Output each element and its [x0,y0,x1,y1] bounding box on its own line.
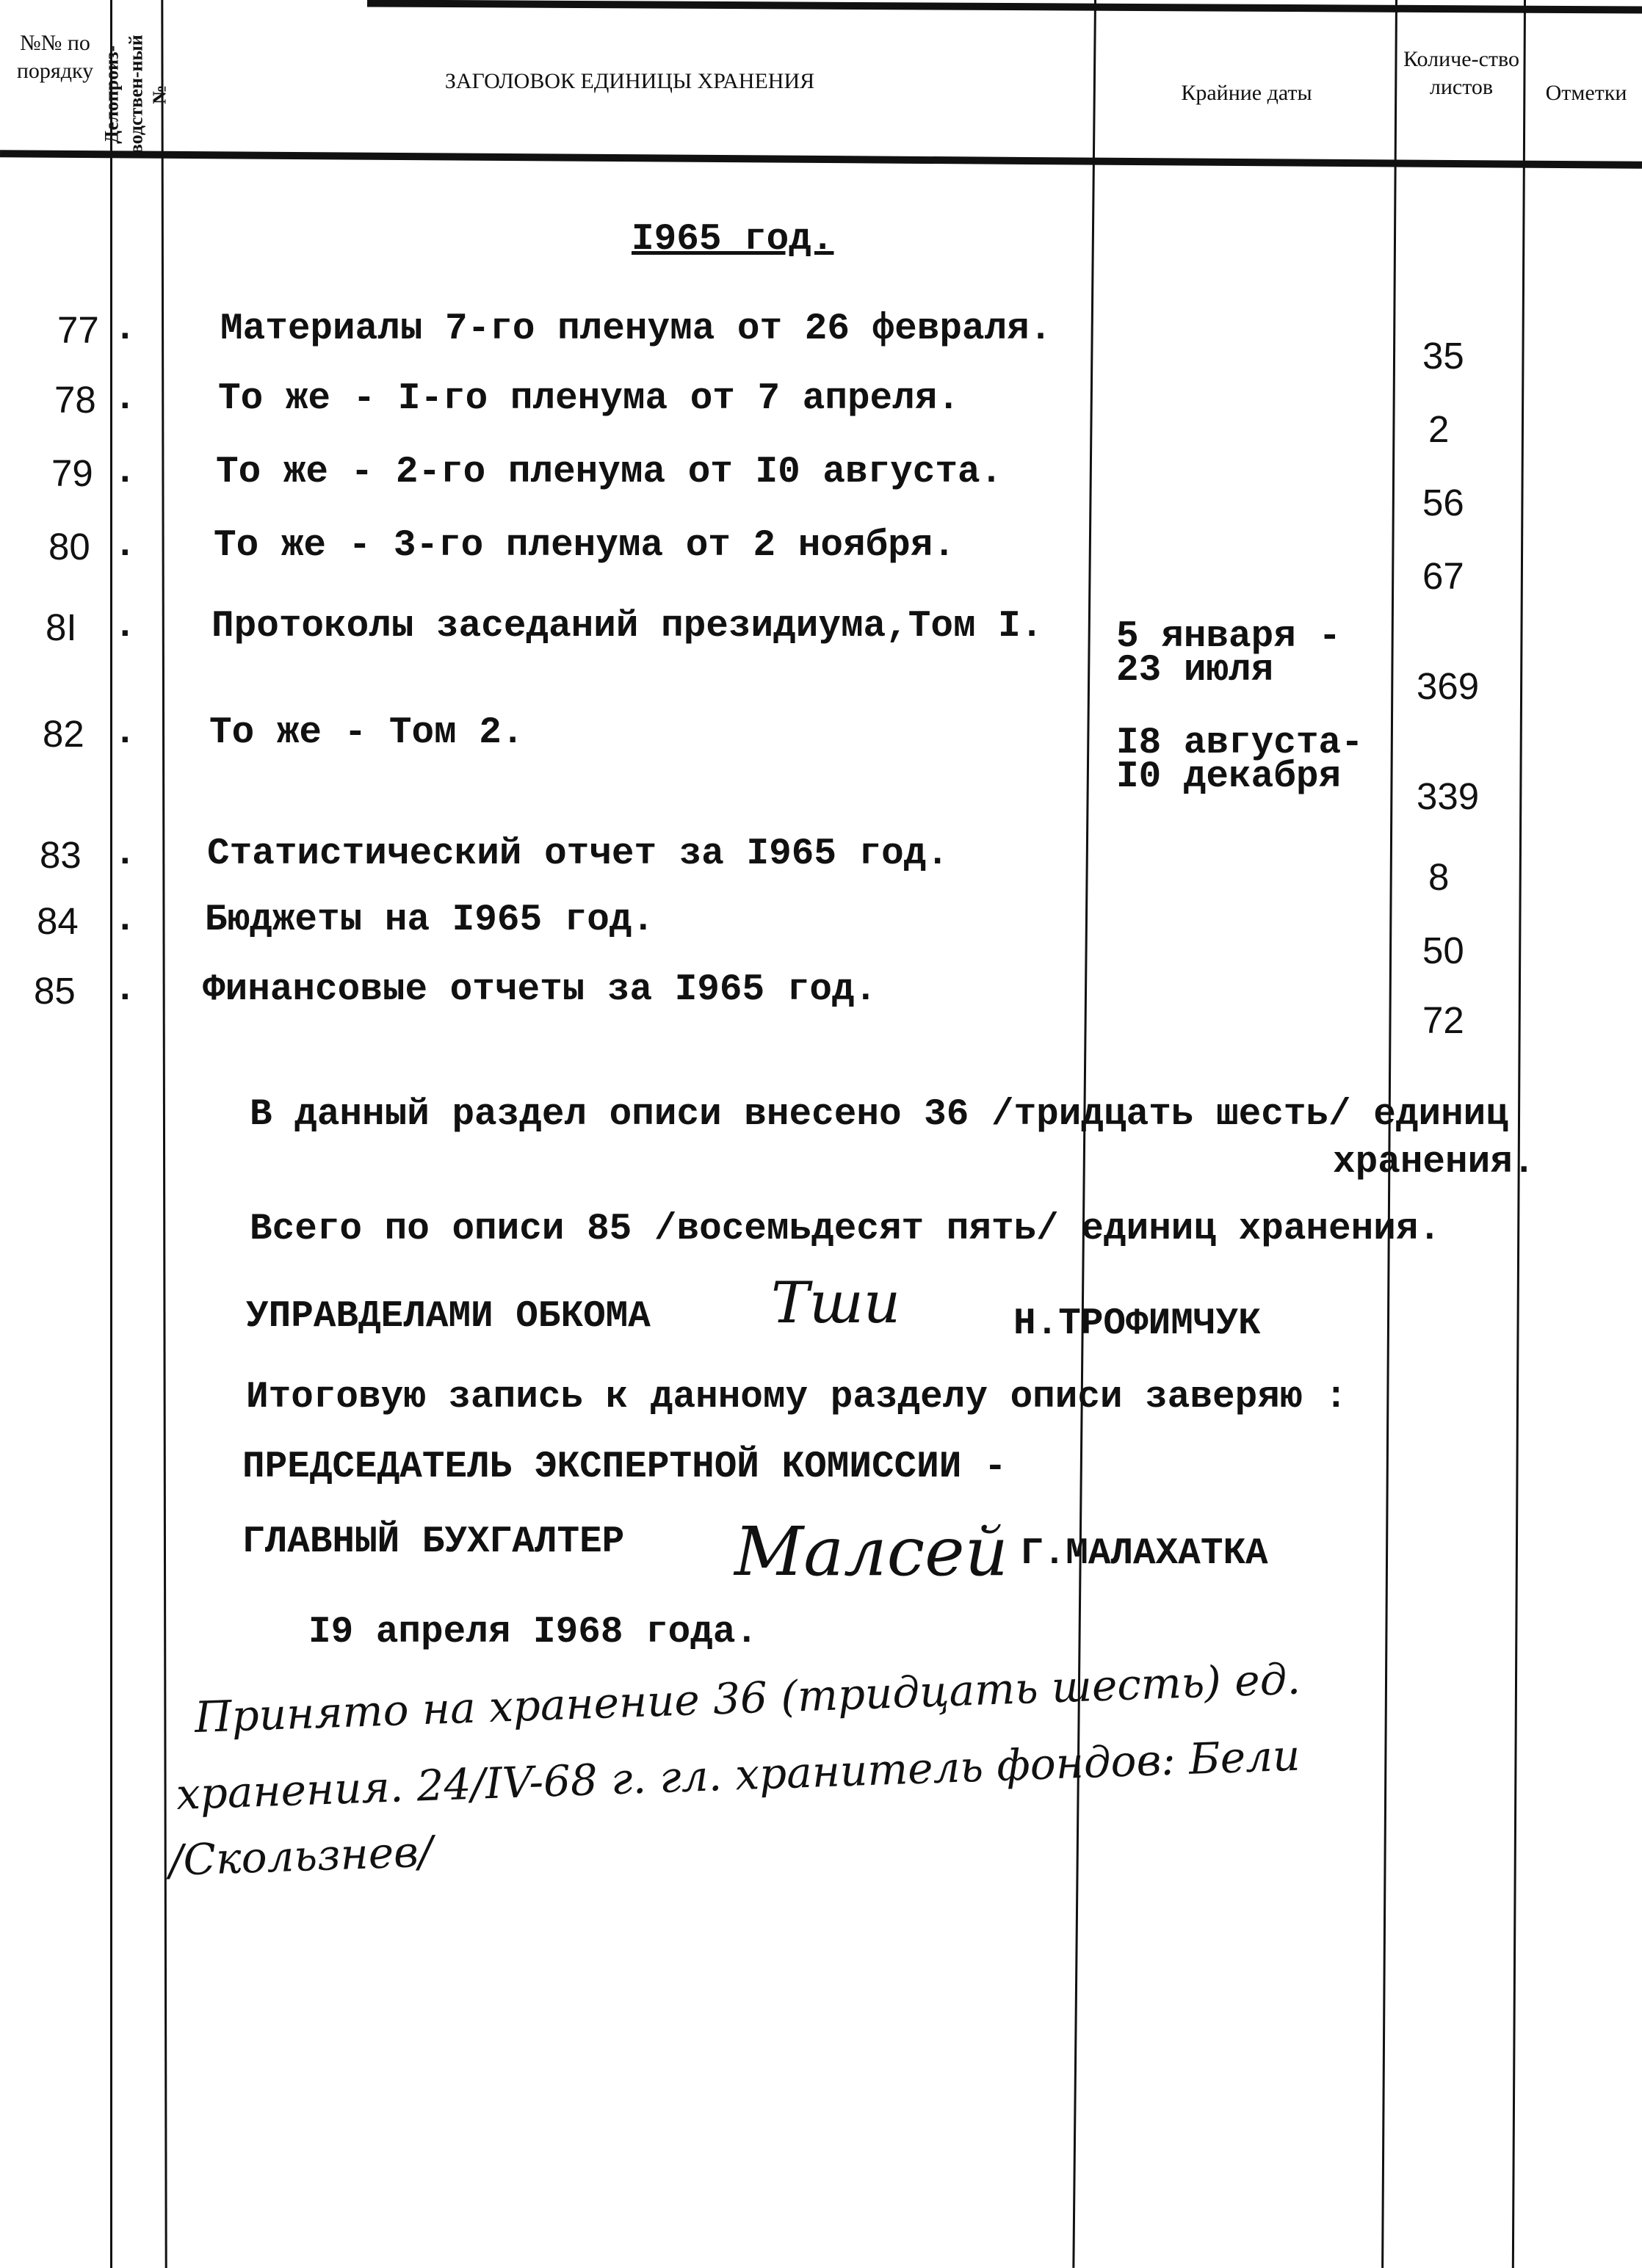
row-number-dot: . [114,606,137,648]
column-divider [1512,0,1526,2268]
row-sheets: 50 [1422,930,1464,971]
signature-2: Малсей [734,1512,1008,1591]
row-number: 85 [34,970,76,1012]
row-number: 80 [48,526,90,568]
row-number: 79 [51,452,93,494]
row-title: Финансовые отчеты за I965 год. [203,969,878,1011]
header-title: ЗАГОЛОВОК ЕДИНИЦЫ ХРАНЕНИЯ [444,69,815,93]
row-number: 84 [37,900,79,942]
header-dates: Крайние даты [1181,81,1312,105]
row-number-dot: . [114,899,137,941]
column-divider [110,0,112,2268]
handwritten-line-1: Принято на хранение 36 (тридцать шесть) ед. [193,1653,1301,1742]
row-number-dot: . [114,452,137,493]
row-number: 8I [46,606,77,648]
row-sheets: 72 [1422,999,1464,1041]
handwritten-line-2: хранения. 24/IV-68 г. гл. хранитель фондов: Бели [175,1730,1301,1819]
signing-date: I9 апреля I968 года. [308,1612,759,1653]
signature-1: Тши [771,1270,901,1336]
header-sheets: Количе-ство листов [1403,47,1519,99]
row-sheets: 56 [1422,482,1464,523]
row-dates: I8 августа- I0 декабря [1116,722,1364,798]
row-title: Протоколы заседаний президиума,Том I. [211,606,1044,648]
row-number: 78 [54,379,96,421]
signer-role-2b: ГЛАВНЫЙ БУХГАЛТЕР [242,1521,625,1563]
handwritten-line-3: /Скользнев/ [167,1826,434,1885]
row-title: То же - 3-го пленума от 2 ноября. [214,525,955,567]
row-sheets: 67 [1422,555,1464,597]
row-title: То же - 2-го пленума от I0 августа. [216,452,1003,493]
row-title: Статистический отчет за I965 год. [207,833,949,875]
row-sheets: 35 [1422,335,1464,377]
row-number: 82 [43,713,84,755]
certification-text: Итоговую запись к данному разделу описи заверяю : [246,1377,1348,1419]
summary-line-1: В данный раздел описи внесено 36 /тридцать шесть/ единиц [250,1094,1508,1136]
signer-name-2: Г.МАЛАХАТКА [1021,1533,1268,1575]
header-number: №№ по порядку [16,31,94,83]
header-notes: Отметки [1545,81,1627,105]
row-sheets: 8 [1428,856,1450,898]
signer-name-1: Н.ТРОФИМЧУК [1013,1303,1261,1345]
row-title: То же - I-го пленума от 7 апреля. [218,378,960,420]
row-title: То же - Том 2. [209,712,524,754]
row-sheets: 369 [1417,665,1480,707]
row-sheets: 339 [1417,775,1480,817]
row-number: 77 [57,309,99,351]
row-sheets: 2 [1428,408,1450,450]
year-heading: I965 год. [632,219,834,261]
header-top-rule [367,0,1642,14]
row-number-dot: . [114,712,137,754]
summary-line-2: Всего по описи 85 /восемьдесят пять/ единиц хранения. [250,1209,1442,1250]
column-divider [161,0,167,2268]
row-number-dot: . [114,378,137,420]
row-number-dot: . [114,525,137,567]
signer-role-1: УПРАВДЕЛАМИ ОБКОМА [246,1296,651,1338]
row-number-dot: . [114,969,137,1011]
header-office-number: Делопроиз-водствен-ный № [101,35,170,155]
signer-role-2a: ПРЕДСЕДАТЕЛЬ ЭКСПЕРТНОЙ КОМИССИИ - [242,1446,1007,1488]
row-number: 83 [40,834,82,876]
row-title: Бюджеты на I965 год. [205,899,655,941]
row-number-dot: . [114,833,137,875]
row-number-dot: . [114,308,137,350]
summary-line-1b: хранения. [1333,1142,1536,1184]
row-dates: 5 января - 23 июля [1116,616,1342,692]
row-title: Материалы 7-го пленума от 26 февраля. [220,308,1052,350]
